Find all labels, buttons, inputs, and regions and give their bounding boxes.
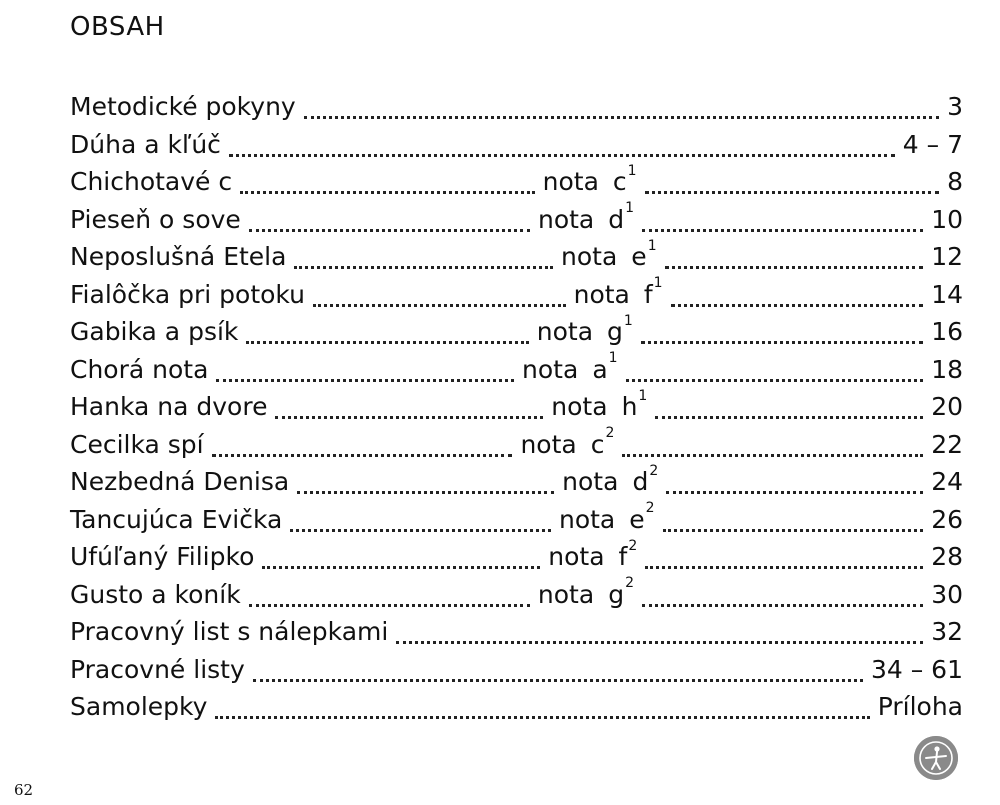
toc-page-number: 28 [931, 542, 963, 572]
note-letter: a [592, 354, 608, 384]
dot-leader [396, 623, 923, 644]
toc-entry-label: Neposlušná Etela [70, 242, 287, 272]
dot-leader [240, 173, 535, 194]
note-label: nota a 1 [522, 350, 618, 384]
toc-page-number: 8 [947, 167, 963, 197]
dot-leader [290, 511, 551, 532]
table-of-contents [70, 88, 963, 726]
note-octave: 2 [605, 425, 615, 442]
page-number: 62 [14, 781, 34, 799]
note-letter: e [631, 242, 647, 272]
note-label: nota c 1 [542, 162, 637, 197]
toc-page-number: 22 [931, 429, 963, 459]
note-label: nota e 1 [561, 237, 657, 272]
dot-leader [622, 436, 923, 457]
dot-leader [663, 511, 924, 532]
toc-row [70, 201, 963, 239]
toc-row [70, 426, 963, 464]
toc-row [70, 351, 963, 389]
toc-row [70, 238, 963, 276]
dot-leader [249, 586, 530, 607]
dot-leader [215, 698, 869, 719]
toc-entry-label: Dúha a kľúč [70, 129, 221, 159]
note-letter: g [608, 579, 625, 609]
toc-row [70, 163, 963, 201]
dot-leader [212, 436, 513, 457]
toc-row [70, 688, 963, 726]
toc-row [70, 613, 963, 651]
note-label: nota g 1 [536, 312, 633, 347]
dot-leader [641, 323, 923, 344]
toc-page-number: 18 [931, 354, 964, 384]
dot-leader [313, 286, 566, 307]
toc-page-number: 26 [931, 504, 964, 534]
toc-page-number: 4 – 7 [902, 129, 963, 159]
note-label: nota f 1 [573, 275, 663, 309]
toc-page-number: 34 – 61 [870, 654, 963, 684]
dot-leader [249, 211, 530, 232]
toc-entry-label: Metodické pokyny [70, 92, 296, 122]
note-octave: 1 [647, 237, 657, 254]
toc-entry-label: Nezbedná Denisa [70, 467, 290, 497]
dot-leader [262, 548, 540, 569]
dot-leader [665, 248, 924, 269]
toc-row [70, 501, 963, 539]
note-label: nota f 2 [548, 537, 638, 572]
toc-page-number: 32 [931, 617, 963, 647]
toc-entry-label: Pracovné listy [70, 654, 245, 684]
toc-row [70, 313, 963, 351]
dot-leader [229, 136, 895, 157]
note-label: nota d 2 [562, 462, 659, 497]
note-label: nota h 1 [551, 387, 648, 422]
note-octave: 2 [628, 537, 638, 554]
toc-page-number: 16 [931, 317, 963, 347]
note-label: nota e 2 [558, 500, 655, 534]
toc-row [70, 276, 963, 314]
toc-entry-label: Gabika a psík [70, 317, 239, 347]
toc-row [70, 388, 963, 426]
toc-page-number: 14 [931, 279, 964, 309]
toc-row [70, 88, 963, 126]
dot-leader [246, 323, 528, 344]
note-letter: c [612, 167, 627, 197]
note-letter: f [618, 542, 628, 572]
toc-entry-label: Hanka na dvore [70, 392, 268, 422]
circle-figure-logo-icon [914, 736, 958, 780]
dot-leader [655, 398, 923, 419]
toc-page-number: Príloha [877, 692, 963, 722]
toc-entry-label: Samolepky [70, 692, 208, 722]
toc-row [70, 576, 963, 614]
note-letter: e [629, 504, 645, 534]
dot-leader [294, 248, 553, 269]
dot-leader [671, 286, 924, 307]
note-label: nota g 2 [537, 575, 634, 609]
toc-entry-label: Fialôčka pri potoku [70, 279, 305, 309]
toc-entry-label: Cecilka spí [70, 429, 204, 459]
toc-entry-label: Tancujúca Evička [70, 504, 283, 534]
toc-row [70, 651, 963, 689]
dot-leader [645, 548, 923, 569]
dot-leader [642, 211, 923, 232]
dot-leader [216, 361, 514, 382]
note-label: nota d 1 [537, 200, 635, 234]
toc-entry-label: Pracovný list s nálepkami [70, 617, 389, 647]
toc-page-number: 3 [947, 92, 963, 122]
note-octave: 1 [638, 387, 648, 404]
dot-leader [253, 661, 863, 682]
note-octave: 2 [625, 575, 634, 592]
dot-leader [275, 398, 543, 419]
note-octave: 2 [649, 462, 659, 479]
dot-leader [304, 98, 939, 119]
dot-leader [666, 473, 923, 494]
toc-page-number: 10 [931, 204, 964, 234]
toc-entry-label: Chichotavé c [70, 167, 233, 197]
note-letter: c [590, 429, 605, 459]
note-letter: g [607, 317, 623, 347]
toc-row [70, 538, 963, 576]
note-label: nota c 2 [520, 425, 615, 459]
page-title: OBSAH [70, 12, 165, 42]
note-octave: 1 [627, 162, 637, 179]
toc-page-number: 30 [931, 579, 964, 609]
note-letter: d [632, 467, 649, 497]
dot-leader [297, 473, 554, 494]
dot-leader [645, 173, 940, 194]
toc-row [70, 463, 963, 501]
note-letter: f [643, 279, 653, 309]
toc-entry-label: Pieseň o sove [70, 204, 241, 234]
toc-page-number: 24 [931, 467, 964, 497]
note-octave: 1 [608, 350, 618, 367]
note-letter: d [608, 204, 625, 234]
toc-page-number: 20 [931, 392, 963, 422]
toc-entry-label: Chorá nota [70, 354, 209, 384]
note-octave: 2 [645, 500, 655, 517]
toc-entry-label: Ufúľaný Filipko [70, 542, 255, 572]
note-octave: 1 [623, 312, 633, 329]
dot-leader [642, 586, 923, 607]
note-octave: 1 [625, 200, 635, 217]
toc-row [70, 126, 963, 164]
toc-page-number: 12 [931, 242, 963, 272]
note-letter: h [621, 392, 638, 422]
note-octave: 1 [653, 275, 663, 292]
toc-entry-label: Gusto a koník [70, 579, 241, 609]
dot-leader [626, 361, 924, 382]
